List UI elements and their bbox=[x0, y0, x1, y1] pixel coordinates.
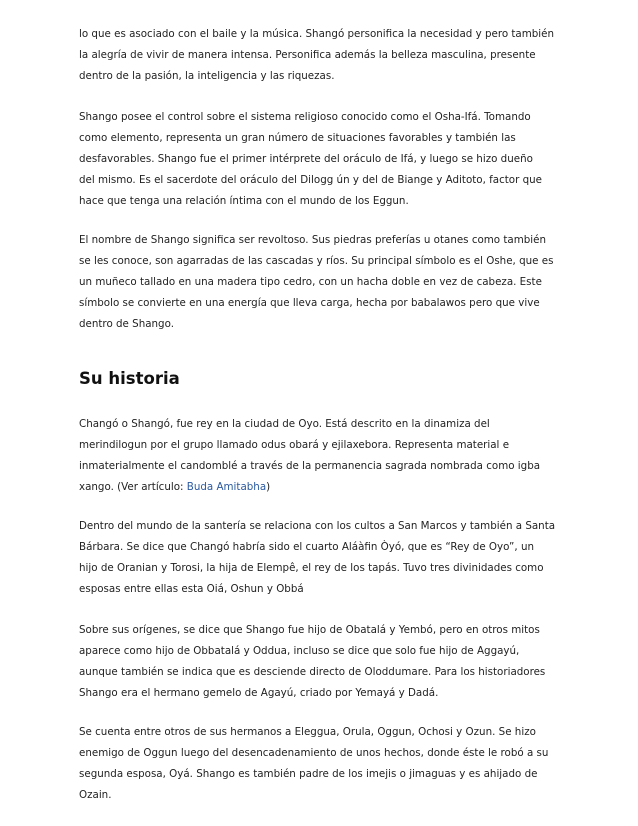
paragraph-line: Shango posee el control sobre el sistema religioso conocido como el Osha-Ifá. Tomando bbox=[79, 111, 531, 123]
paragraph-line: Se cuenta entre otros de sus hermanos a Eleggua, Orula, Oggun, Ochosi y Ozun. Se hizo bbox=[79, 726, 536, 738]
section-heading: Su historia bbox=[79, 369, 180, 388]
paragraph-5 bbox=[79, 516, 555, 600]
buda-amitabha-link[interactable]: Buda Amitabha bbox=[186, 481, 267, 493]
paragraph-line: un muñeco tallado en una madera tipo cedro, con un hacha doble en vez de cabeza. Este bbox=[79, 276, 542, 288]
paragraph-line: Bárbara. Se dice que Changó habría sido el cuarto Aláàfin Òyó, que es “Rey de Oyo”, un bbox=[79, 541, 534, 553]
paragraph-4 bbox=[79, 414, 540, 498]
paragraph-7 bbox=[79, 722, 548, 806]
paragraph-line: hace que tenga una relación íntima con el mundo de los Eggun. bbox=[79, 195, 409, 207]
paragraph-line: Changó o Shangó, fue rey en la ciudad de Oyo. Está descrito en la dinamiza del bbox=[79, 418, 490, 430]
paragraph-line: segunda esposa, Oyá. Shango es también padre de los imejis o jimaguas y es ahijado de bbox=[79, 768, 538, 780]
paragraph-line: esposas entre ellas esta Oiá, Oshun y Obbá bbox=[79, 583, 304, 595]
paragraph-1 bbox=[79, 24, 554, 87]
paragraph-line: Shango era el hermano gemelo de Agayú, criado por Yemayá y Dadá. bbox=[79, 687, 439, 699]
paragraph-line: del mismo. Es el sacerdote del oráculo del Dilogg ún y del de Biange y Aditoto, factor que bbox=[79, 174, 542, 186]
paragraph-line: El nombre de Shango significa ser revoltoso. Sus piedras preferías u otanes como también bbox=[79, 234, 547, 246]
paragraph-line: aparece como hijo de Obbatalá y Oddua, incluso se dice que solo fue hijo de Aggayú, bbox=[79, 645, 520, 657]
paragraph-line: aunque también se indica que es desciende directo de Oloddumare. Para los historiadores bbox=[79, 666, 546, 678]
paragraph-line: inmaterialmente el candomblé a través de la permanencia sagrada nombrada como igba bbox=[79, 460, 541, 472]
paragraph-line: dentro de Shango. bbox=[79, 318, 174, 330]
paragraph-line: Sobre sus orígenes, se dice que Shango fue hijo de Obatalá y Yembó, pero en otros mitos bbox=[79, 624, 540, 636]
paragraph-line: Ozain. bbox=[79, 789, 112, 801]
paragraph-6 bbox=[79, 620, 545, 704]
paragraph-line: como elemento, representa un gran número de situaciones favorables y también las bbox=[79, 132, 516, 144]
paragraph-line: se les conoce, son agarradas de las cascadas y ríos. Su principal símbolo es el Oshe, que es bbox=[79, 255, 554, 267]
paragraph-line: enemigo de Oggun luego del desencadenamiento de unos hechos, donde éste le robó a su bbox=[79, 747, 549, 759]
paragraph-line-with-link bbox=[79, 477, 540, 498]
paragraph-line: merindilogun por el grupo llamado odus obará y ejilaxebora. Representa material e bbox=[79, 439, 510, 451]
paragraph-line: lo que es asociado con el baile y la música. Shangó personifica la necesidad y pero también bbox=[79, 28, 555, 40]
paragraph-2 bbox=[79, 107, 542, 212]
paragraph-line: dentro de la pasión, la inteligencia y las riquezas. bbox=[79, 70, 335, 82]
paragraph-text: xango. (Ver artículo: bbox=[79, 481, 187, 493]
paragraph-text: ) bbox=[266, 481, 271, 493]
paragraph-line: desfavorables. Shango fue el primer intérprete del oráculo de Ifá, y luego se hizo dueño bbox=[79, 153, 533, 165]
paragraph-line: la alegría de vivir de manera intensa. Personifica además la belleza masculina, presente bbox=[79, 49, 536, 61]
paragraph-line: hijo de Oranian y Torosi, la hija de Elempê, el rey de los tapás. Tuvo tres divinidades como bbox=[79, 562, 544, 574]
paragraph-3 bbox=[79, 230, 553, 335]
paragraph-line: símbolo se convierte en una energía que lleva carga, hecha por babalawos pero que vive bbox=[79, 297, 540, 309]
paragraph-line: Dentro del mundo de la santería se relaciona con los cultos a San Marcos y también a Santa bbox=[79, 520, 556, 532]
